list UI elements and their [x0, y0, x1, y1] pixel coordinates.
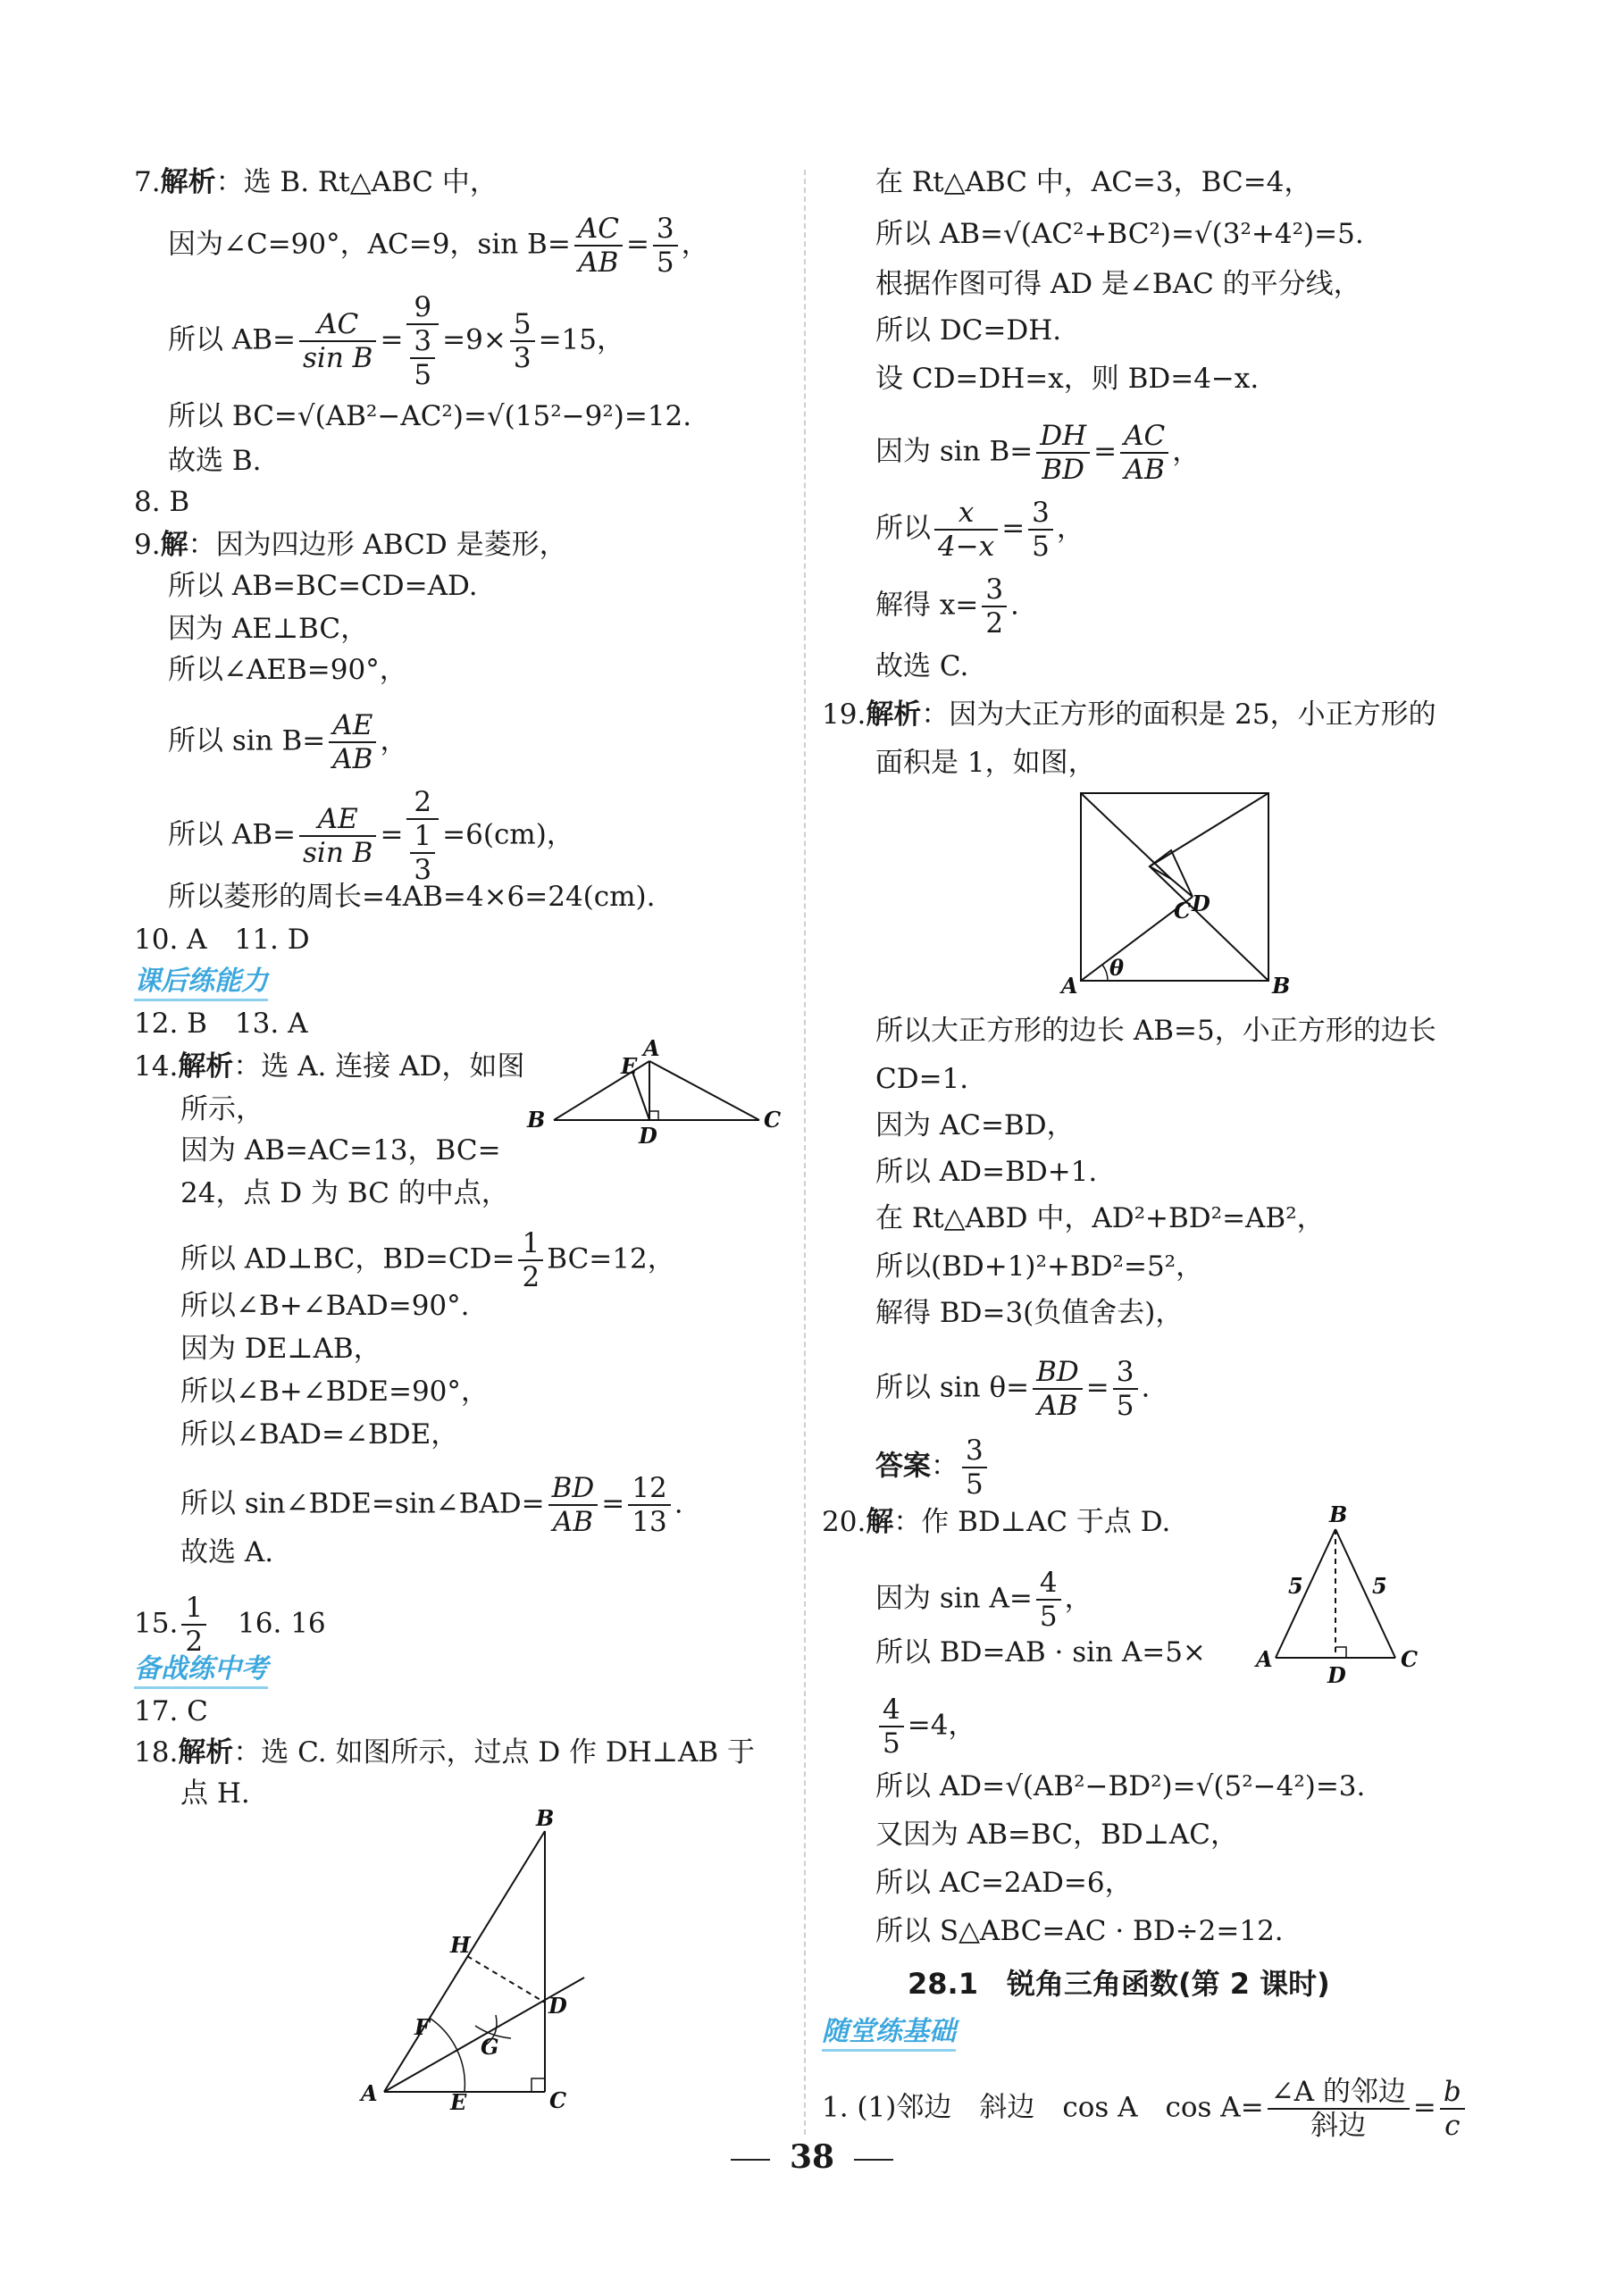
r-line8: 解得 x= $\frac{3}{2}$ . [875, 573, 1019, 640]
fig18-label-F: F [414, 2014, 431, 2040]
q7-line5: 故选 B. [168, 445, 262, 477]
fig18-label-C: C [549, 2087, 567, 2113]
q14-line3: 因为 AB=AC=13，BC= [180, 1134, 501, 1167]
q19-line7: 在 Rt△ABD 中，AD²+BD²=AB²， [875, 1202, 1325, 1234]
q7-line1: 7.解析：选 B. Rt△ABC 中， [134, 166, 498, 198]
q7-line4: 所以 BC=√(AB²−AC²)=√(15²−9²)=12. [168, 400, 692, 432]
r-line9: 故选 C. [875, 650, 969, 682]
page-number: 38 [0, 2138, 1624, 2176]
q14-line11: 故选 A. [180, 1536, 274, 1568]
r-line4: 所以 DC=DH. [875, 314, 1062, 347]
figure-q20-triangle [1251, 1501, 1438, 1688]
fig19-label-C: C [1174, 898, 1192, 924]
q9-line3: 因为 AE⊥BC， [168, 613, 369, 645]
r-line1: 在 Rt△ABC 中，AC=3，BC=4， [875, 166, 1312, 198]
section-after-class: 课后练能力 [134, 965, 268, 1001]
fig18-label-D: D [548, 1993, 567, 2019]
q18-line1: 18.解析：选 C. 如图所示，过点 D 作 DH⊥AB 于 [134, 1736, 755, 1769]
q7-line3: 所以 AB= $\frac{AC}{\text{sin B}}$ = $\frac{9}{\frac{3}{5}}$ =9× $\frac{5}{3}$ =15， [168, 291, 624, 391]
fig14-label-A: A [643, 1035, 660, 1061]
fig18-label-G: G [481, 2034, 499, 2060]
q19-line4: CD=1. [875, 1063, 969, 1095]
q9-line4: 所以∠AEB=90°， [168, 654, 407, 686]
q14-line5: 所以 AD⊥BC，BD=CD= $\frac{1}{2}$ BC=12， [180, 1227, 675, 1293]
q14-line1: 14.解析：选 A. 连接 AD，如图 [134, 1050, 525, 1083]
q18-line2: 点 H. [180, 1777, 250, 1810]
r-line2: 所以 AB=√(AC²+BC²)=√(3²+4²)=5. [875, 218, 1364, 250]
q14-line4: 24，点 D 为 BC 的中点， [180, 1177, 509, 1209]
fig18-label-A: A [361, 2080, 378, 2106]
section-exam-prep: 备战练中考 [134, 1652, 268, 1689]
q14-line7: 因为 DE⊥AB， [180, 1333, 381, 1365]
q14-line9: 所以∠BAD=∠BDE， [180, 1418, 459, 1451]
fig14-label-E: E [621, 1053, 638, 1079]
q19-line1: 19.解析：因为大正方形的面积是 25，小正方形的 [822, 698, 1436, 731]
r-line7: 所以 $\frac{x}{4-x}$ = $\frac{3}{5}$ ， [875, 497, 1084, 563]
fig19-label-theta: θ [1109, 955, 1125, 981]
q19-line2: 面积是 1，如图， [875, 747, 1096, 779]
fig18-label-H: H [450, 1932, 471, 1958]
column-divider [804, 170, 806, 2135]
q12-13: 12. B 13. A [134, 1008, 308, 1040]
q15-16: 15. $\frac{1}{2}$ 16. 16 [134, 1592, 326, 1658]
q19-line6: 所以 AD=BD+1. [875, 1156, 1098, 1188]
lesson-title: 28.1 锐角三角函数(第 2 课时) [908, 1967, 1330, 2001]
q17: 17. C [134, 1695, 208, 1727]
fig14-label-B: B [527, 1107, 546, 1133]
fig19-label-A: A [1061, 973, 1078, 999]
q19-line5: 因为 AC=BD， [875, 1109, 1075, 1142]
fig19-label-B: B [1272, 973, 1291, 999]
figure-q18-construction [357, 1805, 607, 2117]
q19-line9: 解得 BD=3(负值舍去)， [875, 1297, 1184, 1329]
q9-line7: 所以菱形的周长=4AB=4×6=24(cm). [168, 881, 656, 913]
fig20-label-A: A [1256, 1646, 1273, 1672]
q8: 8. B [134, 486, 190, 518]
fig20-side-AB: 5 [1288, 1573, 1303, 1599]
q20-line3: 所以 BD=AB · sin A=5× [875, 1636, 1206, 1668]
fig14-label-C: C [764, 1107, 782, 1133]
q20-line1: 20.解：作 BD⊥AC 于点 D. [822, 1506, 1171, 1538]
fig20-side-BC: 5 [1372, 1573, 1387, 1599]
q20-line7: 所以 AC=2AD=6， [875, 1867, 1133, 1899]
r-line3: 根据作图可得 AD 是∠BAC 的平分线， [875, 268, 1361, 300]
q14-line10: 所以 sin∠BDE=sin∠BAD= $\frac{BD}{AB}$ = $\frac{12}{13}$ . [180, 1472, 683, 1538]
q19-line10: 所以 sin θ= $\frac{BD}{AB}$ = $\frac{3}{5}$ . [875, 1356, 1151, 1422]
fig18-label-B: B [536, 1805, 555, 1831]
r-line6: 因为 sin B= $\frac{DH}{BD}$ = $\frac{AC}{AB}$ ， [875, 420, 1201, 486]
q14-line8: 所以∠B+∠BDE=90°， [180, 1376, 489, 1408]
q9-line2: 所以 AB=BC=CD=AD. [168, 570, 478, 602]
section-in-class: 随堂练基础 [822, 2015, 956, 2052]
q1-line1: 1. (1)邻边 斜边 cos A cos A= $\frac{\text{∠A 的邻边}}{\text{斜边}}$ = $\frac{b}{c}$ [822, 2076, 1469, 2142]
fig19-label-D: D [1192, 891, 1210, 916]
q20-line2: 因为 sin A= $\frac{4}{5}$ ， [875, 1567, 1092, 1633]
q20-line8: 所以 S△ABC=AC · BD÷2=12. [875, 1915, 1284, 1947]
q14-line6: 所以∠B+∠BAD=90°. [180, 1290, 470, 1322]
fig14-label-D: D [639, 1123, 657, 1149]
fig18-label-E: E [450, 2089, 467, 2115]
r-line5: 设 CD=DH=x，则 BD=4−x. [875, 363, 1260, 395]
q9-line6: 所以 AB= $\frac{AE}{\text{sin B}}$ = $\frac{2}{\frac{1}{3}}$ =6(cm)， [168, 786, 574, 886]
q9-line1: 9.解：因为四边形 ABCD 是菱形， [134, 529, 567, 561]
q19-line3: 所以大正方形的边长 AB=5，小正方形的边长 [875, 1015, 1436, 1047]
q14-line2: 所示， [180, 1093, 264, 1125]
fig20-label-D: D [1327, 1662, 1346, 1688]
q19-line8: 所以(BD+1)²+BD²=5²， [875, 1250, 1204, 1283]
q19-answer: 答案： $\frac{3}{5}$ [875, 1434, 991, 1501]
q20-line5: 所以 AD=√(AB²−BD²)=√(5²−4²)=3. [875, 1770, 1366, 1802]
fig20-label-C: C [1401, 1646, 1419, 1672]
fig20-label-B: B [1329, 1501, 1348, 1527]
q20-line4: $\frac{4}{5}$ =4， [875, 1693, 975, 1760]
figure-q14-triangle [527, 1035, 782, 1152]
q7-line2: 因为∠C=90°，AC=9，sin B= $\frac{AC}{AB}$ = $\frac{3}{5}$ ， [168, 213, 709, 279]
q9-line5: 所以 sin B= $\frac{AE}{AB}$ ， [168, 709, 408, 775]
q20-line6: 又因为 AB=BC，BD⊥AC， [875, 1819, 1238, 1851]
q10-11: 10. A 11. D [134, 924, 310, 956]
figure-q19-squares [1054, 786, 1291, 1000]
